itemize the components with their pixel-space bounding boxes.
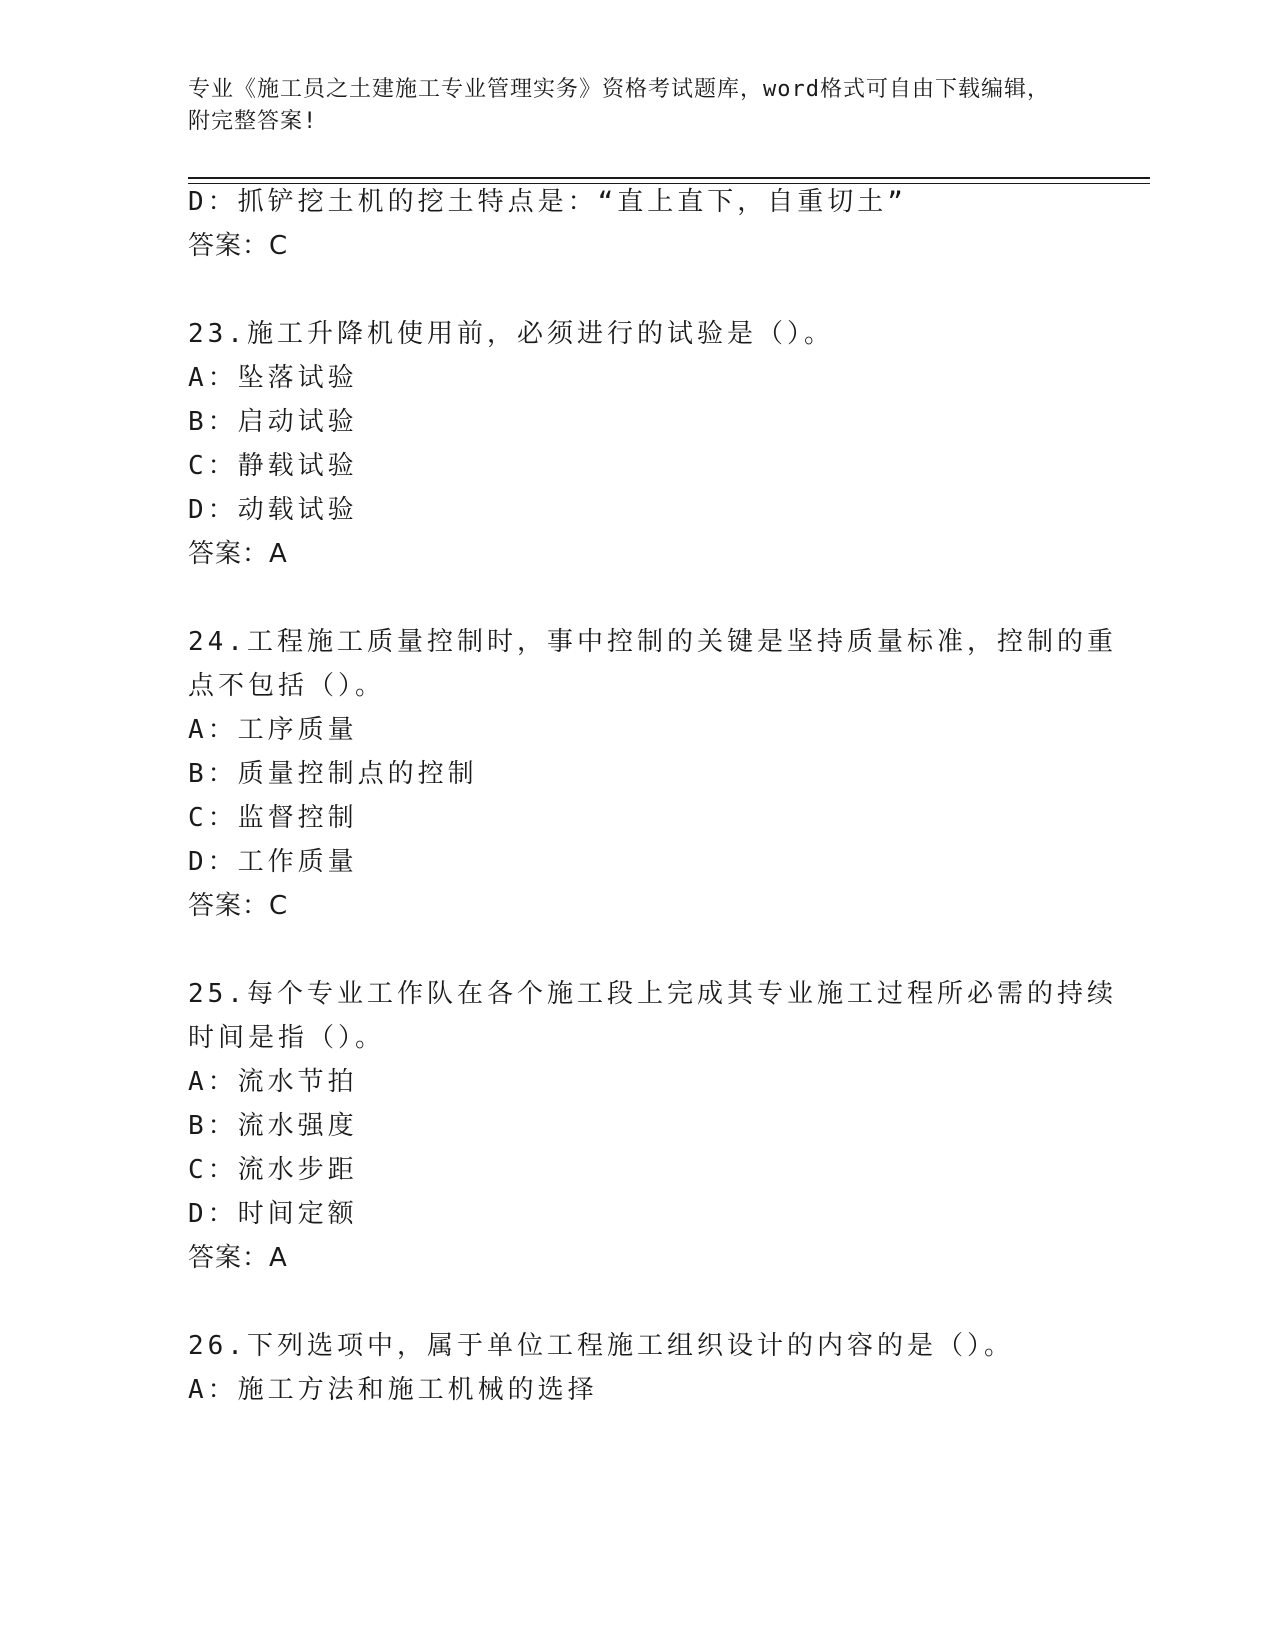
q24-stem-line1: 24.工程施工质量控制时，事中控制的关键是坚持质量标准，控制的重 (188, 627, 1117, 657)
q25-option-d: D：时间定额 (188, 1199, 358, 1229)
header-divider-thin (188, 183, 1150, 184)
q26-stem: 26.下列选项中，属于单位工程施工组织设计的内容的是（）。 (188, 1331, 1014, 1361)
q24-option-c: C：监督控制 (188, 803, 358, 833)
q25-answer: 答案：A (188, 1243, 288, 1273)
q24-answer: 答案：C (188, 891, 289, 921)
q23-option-d: D：动载试验 (188, 495, 358, 525)
q25-option-c: C：流水步距 (188, 1155, 358, 1185)
q23-stem: 23.施工升降机使用前，必须进行的试验是（）。 (188, 319, 834, 349)
q23-option-a: A：坠落试验 (188, 363, 358, 393)
q24-option-d: D：工作质量 (188, 847, 358, 877)
q25-stem-line2: 时间是指（）。 (188, 1023, 386, 1053)
q25-stem-line1: 25.每个专业工作队在各个施工段上完成其专业施工过程所必需的持续 (188, 979, 1117, 1009)
q24-option-a: A：工序质量 (188, 715, 358, 745)
q25-option-b: B：流水强度 (188, 1111, 358, 1141)
q25-option-a: A：流水节拍 (188, 1067, 358, 1097)
prev-option-d: D：抓铲挖土机的挖土特点是：“直上直下，自重切土” (188, 187, 907, 217)
q26-option-a: A：施工方法和施工机械的选择 (188, 1375, 598, 1405)
q24-option-b: B：质量控制点的控制 (188, 759, 478, 789)
q23-option-b: B：启动试验 (188, 407, 358, 437)
document-header: 专业《施工员之土建施工专业管理实务》资格考试题库，word格式可自由下载编辑，附完整答案! (188, 77, 1050, 134)
q23-option-c: C：静载试验 (188, 451, 358, 481)
prev-answer: 答案：C (188, 231, 289, 261)
q23-answer: 答案：A (188, 539, 288, 569)
header-divider-thick (188, 177, 1150, 179)
q24-stem-line2: 点不包括（）。 (188, 671, 386, 701)
